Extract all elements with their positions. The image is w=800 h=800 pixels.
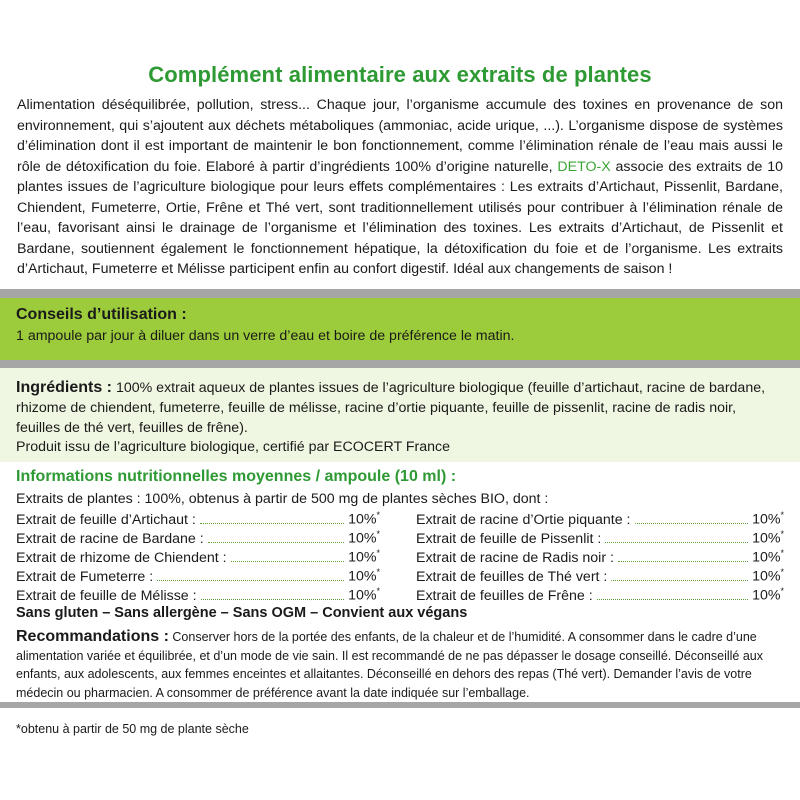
nutrition-row [16,548,380,566]
intro-text-1: Alimentation déséquilibrée, pollution, stress... Chaque jour, l’organisme accumule des toxines en provenance de son environnement, qui s’ajoutent aux déchets métaboliques (ammoniac, acide urique, ...). L’organisme dispose de systèmes d’élimination dont il est important de maintenir le bon fonctionnement, comme l’élimination rénale de l’eau mais aussi le rôle de détoxification du foie. Elaboré à partir d’ingrédients 100% d’origine naturelle, [17,97,783,175]
intro-text-2: associe des extraits de 10 plantes issues de l’agriculture biologique pour leurs effets complémentaires : Les extraits d’Artichaut, Pissenlit, Bardane, Chiendent, Fumeterre, Ortie, Frêne et Thé vert, sont traditionnellement utilisés pour contribuer à l’élimination rénale de l’eau, favorisant ainsi le drainage de l’organisme et l’élimination des toxines. Les extraits d’Artichaut, de Pissenlit et Bardane, soutiennent également le fonctionnement hépatique, la détoxification du foie et de l’organisme. Les extraits d’Artichaut, Fumeterre et Mélisse participent enfin au confort digestif. Idéal aux changements de saison ! [17,158,783,277]
nutrition-row [416,567,784,585]
footnote-mark: * [376,510,380,521]
nutrition-row [16,510,380,528]
recommendations-label: Recommandations : [16,628,169,645]
brand-name: DETO-X [557,158,611,175]
dot-leader [200,523,344,524]
nutrient-value: 10% [752,512,781,528]
nutrient-value: 10% [752,531,781,547]
nutrient-value: 10% [752,569,781,585]
separator-bar [0,360,800,368]
nutrition-row [416,510,784,528]
dot-leader [611,580,748,581]
nutrient-name: Extrait de feuille de Mélisse : [16,588,197,604]
nutrition-row [416,529,784,547]
nutrient-name: Extrait de feuille d’Artichaut : [16,512,196,528]
dot-leader [635,523,749,524]
nutrition-row [16,529,380,547]
nutrition-title: Informations nutritionnelles moyennes / ampoule (10 ml) : [16,468,457,485]
nutrition-row [16,567,380,585]
separator-bar [0,289,800,298]
conseils-text: 1 ampoule par jour à diluer dans un verre d’eau et boire de préférence le matin. [16,328,515,344]
nutrient-value: 10% [348,550,377,566]
nutrient-name: Extrait de feuille de Pissenlit : [416,531,602,547]
footnote-mark: * [780,548,784,559]
footnote-mark: * [780,586,784,597]
footnote-mark: * [376,548,380,559]
nutrient-name: Extrait de feuilles de Thé vert : [416,569,608,585]
ingredients-text: 100% extrait aqueux de plantes issues de l’agriculture biologique (feuille d’artichaut, racine de bardane, rhizome de chiendent, fumeterre, feuille de mélisse, racine d’ortie piquante, feuille de pissenlit, racine de radis noir, feuilles de thé vert, feuilles de frêne). [16,380,766,436]
nutrient-value: 10% [348,512,377,528]
dot-leader [208,542,344,543]
nutrition-row [416,586,784,604]
nutrient-value: 10% [752,550,781,566]
nutrition-row [416,548,784,566]
nutrition-row [16,586,380,604]
nutrition-intro: Extraits de plantes : 100%, obtenus à partir de 500 mg de plantes sèches BIO, dont : [16,491,549,507]
nutrient-name: Extrait de racine de Bardane : [16,531,204,547]
dot-leader [597,599,748,600]
recommendations-text: Conserver hors de la portée des enfants, de la chaleur et de l’humidité. A consommer dans le cadre d’une alimentation variée et équilibrée, et d’un mode de vie sain. Il est recommandé de ne pas dépasser le dosage conseillé. Déconseillé aux enfants, aux adolescents, aux femmes enceintes et allaitantes. Déconseillé en dehors des repas (Thé vert). Demander l’avis de votre médecin ou pharmacien. A consommer de préférence avant la date indiquée sur l’emballage. [16,630,763,700]
separator-bar [0,702,800,708]
dot-leader [201,599,344,600]
footnote-mark: * [376,586,380,597]
nutrient-name: Extrait de Fumeterre : [16,569,154,585]
nutrient-value: 10% [348,588,377,604]
footnote-mark: * [376,529,380,540]
dot-leader [231,561,345,562]
intro-paragraph [17,95,783,280]
recommendations-block [16,628,786,702]
ingredients-label: Ingrédients : [16,379,113,396]
nutrient-name: Extrait de feuilles de Frêne : [416,588,593,604]
dot-leader [618,561,748,562]
nutrient-name: Extrait de racine de Radis noir : [416,550,614,566]
nutrient-value: 10% [348,531,377,547]
dot-leader [157,580,344,581]
dietary-claims: Sans gluten – Sans allergène – Sans OGM – Convient aux végans [16,605,468,621]
footnote-mark: * [780,510,784,521]
ingredients-block [16,378,784,438]
nutrient-name: Extrait de rhizome de Chiendent : [16,550,227,566]
footnote-mark: * [376,567,380,578]
footnote-mark: * [780,567,784,578]
nutrient-value: 10% [752,588,781,604]
conseils-title: Conseils d’utilisation : [16,306,187,323]
nutrient-value: 10% [348,569,377,585]
footnote-mark: * [780,529,784,540]
dot-leader [605,542,748,543]
footnote: *obtenu à partir de 50 mg de plante sèche [16,722,249,736]
certification-text: Produit issu de l’agriculture biologique, certifié par ECOCERT France [16,439,450,455]
nutrient-name: Extrait de racine d’Ortie piquante : [416,512,631,528]
page-title: Complément alimentaire aux extraits de plantes [148,62,652,87]
